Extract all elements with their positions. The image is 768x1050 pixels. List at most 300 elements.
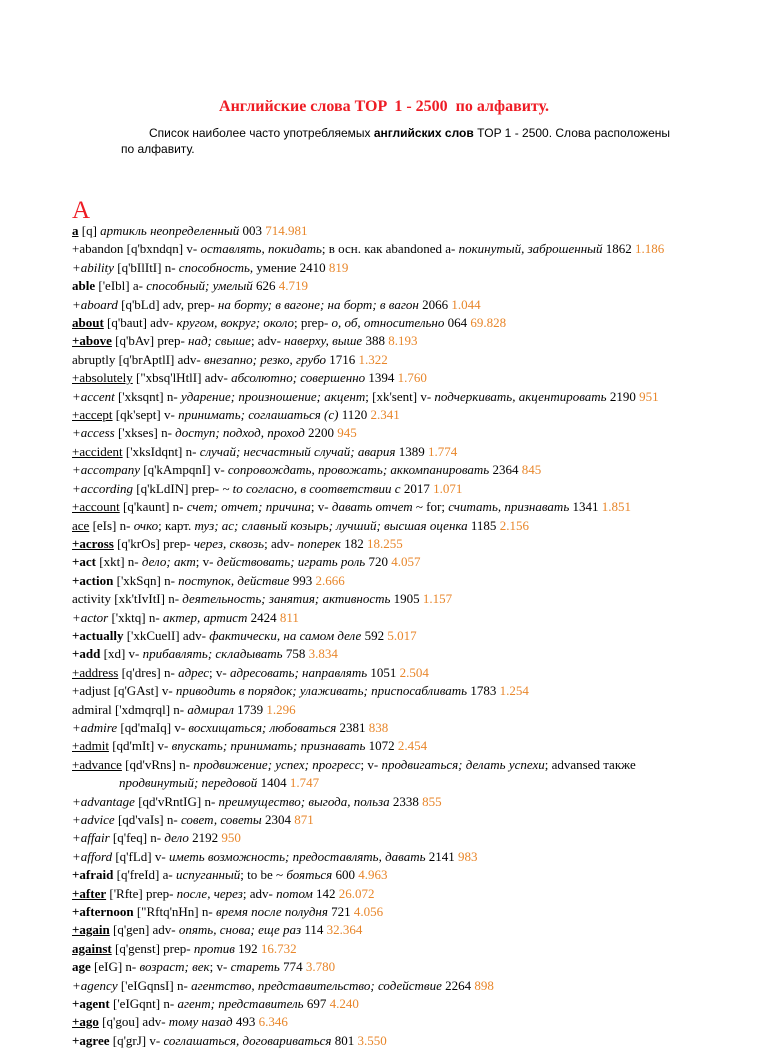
entry-translation: дело; акт (141, 554, 196, 570)
entry-word: +address (72, 664, 119, 680)
entry-frequency: 4.963 (358, 867, 388, 883)
entry-text: 142 (312, 885, 339, 901)
entry-frequency: 945 (337, 425, 357, 441)
entry-translation: совет, советы (180, 812, 262, 827)
entry-text: [q'bIlItI] n- (114, 259, 179, 275)
entry-text: ["xbsq'lHtlI] adv- (132, 370, 232, 386)
word-entry (72, 903, 696, 921)
word-entry (72, 627, 696, 645)
entry-text: 592 (361, 627, 388, 643)
word-entry (72, 590, 696, 608)
word-entry (72, 259, 696, 277)
entry-word: +afford (72, 848, 113, 864)
entry-translation: поступок, действие (178, 572, 290, 588)
entry-text: 2264 (441, 977, 475, 993)
entry-text: [qk'sept] v- (112, 407, 179, 423)
entry-translation: принимать; соглашаться (с) (178, 407, 339, 423)
entry-translation: против (193, 940, 235, 956)
entry-text: [qd'vRns] n- (121, 756, 194, 772)
entry-text: ; prep- (293, 315, 332, 331)
word-entry (72, 222, 696, 240)
entry-text: 064 (444, 315, 471, 331)
entry-text: 993 (289, 572, 316, 588)
word-entry (72, 866, 696, 884)
entry-text: 758 (282, 646, 309, 662)
entry-text: [q'fLd] v- (112, 848, 169, 864)
entry-text: 2200 (304, 425, 338, 441)
entry-translation: ударение; произношение; акцент (180, 388, 366, 404)
entry-text: [q'freId] a- (113, 867, 176, 883)
entry-translation: действовать; играть роль (216, 554, 366, 570)
entry-text: 2141 (425, 848, 459, 864)
entry-word: +advance (72, 756, 122, 772)
word-entry (72, 977, 696, 995)
entry-translation: кругом, вокруг; около (176, 315, 294, 331)
word-entry (72, 424, 696, 442)
entry-text: [xd] v- (100, 646, 143, 662)
word-entry (72, 793, 696, 811)
entry-text: [q'grJ] v- (109, 1032, 164, 1048)
entry-translation: актер, артист (162, 609, 248, 625)
entry-word: +advantage (72, 793, 135, 809)
entry-text: 1394 (365, 370, 398, 386)
entry-frequency: 1.044 (451, 296, 481, 312)
entry-translation: считать, признавать (448, 499, 570, 515)
entry-word: +agency (72, 977, 118, 993)
entry-frequency: 4.719 (278, 278, 309, 294)
entry-text: ['xkSqn] n- (113, 572, 179, 588)
entry-word: +action (72, 572, 114, 588)
entry-text: [q'brAptlI] adv- (115, 351, 204, 367)
entry-text: ['xksqnt] n- (114, 388, 181, 404)
entry-frequency: 1.071 (433, 480, 463, 496)
entry-text: 1120 (338, 407, 371, 423)
entry-translation: абсолютно; совершенно (231, 370, 366, 386)
entry-translation: восхищаться; любоваться (188, 719, 337, 735)
entry-translation: сопровождать, провожать; аккомпанировать (227, 462, 490, 478)
entry-word: a (72, 223, 79, 238)
word-entry (72, 737, 696, 755)
entry-word: +affair (72, 830, 110, 846)
entry-text: ['xkses] n- (114, 425, 176, 441)
entry-translation: дело (164, 830, 189, 846)
entry-text: 774 (279, 959, 306, 975)
entry-text: [qd'vaIs] n- (114, 812, 181, 827)
entry-translation: через, сквозь (193, 535, 265, 551)
entry-word: +ago (72, 1014, 99, 1030)
entry-translation: тому назад (168, 1014, 233, 1030)
entry-frequency: 871 (294, 812, 314, 827)
entry-text: ; advansed также (544, 756, 636, 772)
entry-text: 2304 (261, 812, 295, 827)
entry-text: [q'bxndqn] v- (123, 241, 201, 257)
intro-paragraph (121, 125, 681, 157)
entry-translation: после, через (176, 885, 243, 901)
word-entry (72, 517, 696, 535)
entry-frequency: 951 (639, 388, 659, 404)
entry-text: ; v- (360, 756, 382, 772)
entry-word: activity (72, 591, 111, 607)
word-entry (72, 461, 696, 479)
entry-text: ; adv- (264, 535, 298, 551)
entry-frequency: 1.157 (422, 591, 453, 607)
entry-translation: туз; ас; славный козырь; лучший; высшая оценка (194, 517, 468, 533)
word-entry (72, 296, 696, 314)
entry-frequency: 838 (368, 719, 389, 735)
entry-text: ; v- (310, 499, 332, 515)
entry-translation: покинутый, заброшенный (458, 241, 603, 257)
entry-word: +absolutely (72, 370, 133, 386)
entry-translation: способность, (178, 259, 254, 275)
entry-text: 2338 (389, 793, 423, 809)
intro-text: Список наиболее часто употребляемых (149, 126, 374, 140)
entry-text: ['Rfte] prep- (106, 885, 177, 901)
entry-text: 2066 (418, 296, 452, 312)
entry-text: 600 (332, 867, 359, 883)
entry-text: 1341 (569, 499, 602, 515)
entry-frequency: 2.666 (315, 572, 345, 588)
entry-word: +accept (72, 407, 113, 423)
entry-word: +admire (72, 719, 118, 735)
entry-text: [q'bLd] adv, prep- (117, 296, 218, 312)
word-entry (72, 369, 696, 387)
entry-text: [eIs] n- (89, 517, 134, 533)
entry-translation: преимущество; выгода, польза (218, 793, 390, 809)
entry-translation: агент; представитель (177, 996, 304, 1012)
entry-translation: на борту; в вагоне; на борт; в вагон (217, 296, 419, 312)
entry-text: 2190 (606, 388, 640, 404)
entry-translation: стареть (230, 959, 280, 975)
entry-frequency: 811 (279, 609, 299, 625)
entry-word: +afternoon (72, 904, 134, 920)
entry-text: 1783 (467, 683, 500, 699)
entry-word: +ability (72, 259, 114, 275)
entry-text: [eIG] n- (90, 959, 140, 975)
word-entry (72, 443, 696, 461)
entry-text: 1051 (367, 664, 400, 680)
entry-word: +adjust (72, 683, 111, 699)
entry-word: +access (72, 425, 115, 441)
entry-text: [xkt] n- (96, 554, 142, 570)
entry-translation: доступ; подход, проход (175, 425, 305, 441)
entry-text: 1862 (602, 241, 635, 257)
entry-translation: прибавлять; складывать (142, 646, 283, 662)
entry-word: +aboard (72, 296, 118, 312)
word-entry (72, 572, 696, 590)
entry-translation: продвижение; успех; прогресс (193, 756, 361, 772)
entry-frequency: 18.255 (366, 535, 403, 551)
entry-text: [q'kLdIN] prep- (133, 480, 223, 496)
entry-word: +act (72, 554, 97, 570)
entry-text: ~ for; (412, 499, 449, 515)
entry-frequency: 983 (458, 848, 478, 864)
entry-text: ['xktq] n- (108, 609, 163, 625)
entry-frequency: 8.193 (388, 333, 418, 349)
word-entry (72, 940, 696, 958)
word-entry (72, 240, 696, 258)
word-entry (72, 535, 696, 553)
entry-frequency: 5.017 (387, 627, 417, 643)
entry-text: 1404 (257, 775, 290, 791)
entry-frequency: 4.056 (353, 904, 384, 920)
entry-text: [q'bAv] prep- (111, 333, 189, 349)
entry-translation: время после полудня (215, 904, 328, 920)
entry-text: 2424 (247, 609, 280, 625)
word-entry (72, 553, 696, 571)
entry-text: ['xkCuelI] adv- (123, 627, 210, 643)
entry-text: 2017 (400, 480, 434, 496)
entry-frequency: 1.254 (499, 683, 529, 699)
entry-frequency: 2.341 (370, 407, 400, 423)
entry-frequency: 3.550 (357, 1032, 387, 1048)
entry-word: able (72, 278, 96, 294)
entry-frequency: 950 (221, 830, 241, 846)
entry-text: [qd'mIt] v- (108, 738, 172, 754)
entry-text: [q'krOs] prep- (113, 535, 194, 551)
entry-text: ; [xk'sent] v- (365, 388, 435, 404)
entry-translation: очко (133, 517, 159, 533)
entry-translation: фактически, на самом деле (209, 627, 362, 643)
entry-word: +accent (72, 388, 115, 404)
entry-translation: агентство, представительство; содействие (191, 977, 442, 993)
entry-frequency: 3.834 (308, 646, 338, 662)
entry-text: 003 (239, 223, 266, 238)
entry-text: 1716 (326, 351, 359, 367)
entry-text: ['eIGqnt] n- (109, 996, 178, 1012)
entry-text: ; v- (195, 554, 217, 570)
word-entry (72, 756, 696, 793)
entry-text: 1072 (365, 738, 398, 754)
entry-text: ; v- (209, 664, 230, 680)
word-entry (72, 480, 696, 498)
entry-translation: о, об, относительно (331, 315, 445, 331)
entry-word: +agree (72, 1032, 110, 1048)
entry-frequency: 69.828 (470, 315, 507, 331)
entry-text: 114 (301, 922, 327, 938)
entry-text: [qd'maIq] v- (117, 719, 189, 735)
entry-text: 182 (340, 535, 367, 551)
entry-word: +actor (72, 609, 109, 625)
entry-frequency: 1.760 (397, 370, 427, 386)
entry-translation: впускать; принимать; признавать (171, 738, 366, 754)
entry-text: ['eIGqnsI] n- (117, 977, 192, 993)
entry-translation: соглашаться, договариваться (163, 1032, 332, 1048)
word-entry (72, 314, 696, 332)
word-entry (72, 885, 696, 903)
word-entry (72, 958, 696, 976)
word-entry (72, 664, 696, 682)
entry-text: ; adv- (242, 885, 277, 901)
entry-translation: поперек (297, 535, 341, 551)
entry-word: +accident (72, 443, 123, 459)
entry-text: ; adv- (250, 333, 285, 349)
entry-translation: внезапно; резко, грубо (203, 351, 327, 367)
entry-translation: бояться (286, 867, 333, 883)
entry-text: 697 (303, 996, 330, 1012)
entry-frequency: 26.072 (338, 885, 375, 901)
word-entry (72, 921, 696, 939)
entry-text: 1739 (233, 701, 267, 717)
intro-bold-text: английских слов (373, 126, 474, 140)
entry-text: [q'GAst] v- (110, 683, 176, 699)
word-entry (72, 1032, 696, 1050)
entry-frequency: 1.851 (601, 499, 631, 515)
word-entry (72, 701, 696, 719)
entry-frequency: 898 (474, 977, 494, 993)
entry-word: +across (72, 535, 114, 551)
entry-translation: адмирал (187, 701, 234, 717)
word-entry (72, 332, 696, 350)
entry-text: [q'kAmpqnI] v- (139, 462, 228, 478)
entry-text: 192 (234, 940, 261, 956)
entry-word: +account (72, 499, 120, 515)
entry-translation: над; свыше (188, 333, 251, 349)
entry-translation: ~ to согласно, в соответствии с (222, 480, 401, 496)
entry-translation: артикль неопределенный (100, 223, 240, 238)
entry-frequency: 3.780 (305, 959, 336, 975)
entry-text: ; to be ~ (240, 867, 287, 883)
entry-text: [qd'vRntIG] n- (134, 793, 219, 809)
entry-text: [xk'tIvItI] n- (111, 591, 183, 607)
entry-frequency: 6.346 (258, 1014, 288, 1030)
entry-word: abruptly (72, 351, 116, 367)
entry-word: +after (72, 885, 107, 901)
entry-text: 388 (362, 333, 389, 349)
entry-text: 493 (232, 1014, 259, 1030)
entry-text: 801 (331, 1032, 358, 1048)
word-entry (72, 498, 696, 516)
entry-translation: приводить в порядок; улаживать; приспосабливать (175, 683, 468, 699)
entry-text: [q'gen] adv- (109, 922, 179, 938)
entry-text: умение 2410 (253, 259, 329, 275)
entry-frequency: 1.747 (289, 775, 320, 791)
entry-word: +again (72, 922, 110, 938)
entry-word: age (72, 959, 91, 975)
entry-text: [q'genst] prep- (111, 940, 194, 956)
entry-word: +afraid (72, 867, 114, 883)
entry-text: ; карт. (158, 517, 195, 533)
entry-translation: иметь возможность; предоставлять, давать (168, 848, 426, 864)
word-entry (72, 719, 696, 737)
entry-word: +above (72, 333, 112, 349)
entry-frequency: 1.186 (634, 241, 665, 257)
word-entry (72, 848, 696, 866)
entry-frequency: 32.364 (326, 922, 363, 938)
entry-translation: адресовать; направлять (229, 664, 368, 680)
entry-frequency: 4.057 (391, 554, 421, 570)
word-entry (72, 388, 696, 406)
entry-text: 626 (252, 278, 279, 294)
entry-translation: случай; несчастный случай; авария (199, 443, 396, 459)
entry-text: ; в осн. как abandoned a- (321, 241, 459, 257)
entry-translation: испуганный (175, 867, 241, 883)
entry-text: [q'gou] adv- (98, 1014, 169, 1030)
section-letter: A (72, 197, 91, 224)
word-entry (72, 811, 696, 829)
word-entry (72, 1013, 696, 1031)
entry-word: +admit (72, 738, 109, 754)
entry-text: 1185 (467, 517, 500, 533)
word-entry (72, 609, 696, 627)
entry-frequency: 1.774 (427, 443, 458, 459)
word-entry (72, 351, 696, 369)
entry-text: 721 (327, 904, 354, 920)
entry-word: about (72, 315, 104, 331)
entry-text: [q'feq] n- (109, 830, 165, 846)
entry-text: ['xksIdqnt] n- (122, 443, 200, 459)
entry-word: +according (72, 480, 134, 496)
entry-frequency: 819 (328, 259, 349, 275)
entry-word: +actually (72, 627, 124, 643)
entry-text: ['xdmqrql] n- (111, 701, 188, 717)
entry-translation: счет; отчет; причина (186, 499, 311, 515)
entry-word: +accompany (72, 462, 140, 478)
entry-word: +agent (72, 996, 110, 1012)
entry-word: +add (72, 646, 101, 662)
entry-translation: потом (276, 885, 313, 901)
entry-translation: опять, снова; еще раз (178, 922, 302, 938)
entry-text: [q'dres] n- (118, 664, 179, 680)
word-entry (72, 829, 696, 847)
page-title: Английские слова TOP 1 - 2500 по алфавиту. (219, 98, 549, 115)
entry-word: +abandon (72, 241, 124, 257)
entry-translation: продвигаться; делать успехи (381, 756, 545, 772)
entry-text: 2192 (188, 830, 222, 846)
entry-frequency: 2.504 (399, 664, 429, 680)
entry-translation: подчеркивать, акцентировать (434, 388, 607, 404)
intro-text-end: TOP 1 - 2500. Слова расположены по алфавиту. (121, 126, 670, 156)
entry-translation: способный; умелый (146, 278, 253, 294)
entry-word: against (72, 940, 112, 956)
entry-frequency: 845 (521, 462, 542, 478)
entry-text: ['eIbl] a- (95, 278, 147, 294)
entry-translation: продвинутый; передовой (119, 775, 258, 791)
word-entry (72, 406, 696, 424)
word-list (72, 222, 696, 1050)
entry-text: [q'kaunt] n- (119, 499, 187, 515)
entry-text: 2364 (489, 462, 522, 478)
entry-text: 1905 (390, 591, 423, 607)
word-entry (72, 682, 696, 700)
entry-word: ace (72, 517, 90, 533)
entry-translation: возраст; век (139, 959, 210, 975)
entry-text: ["Rftq'nHn] n- (133, 904, 216, 920)
entry-frequency: 4.240 (329, 996, 359, 1012)
entry-word: +advice (72, 812, 115, 827)
entry-translation: давать отчет (331, 499, 413, 515)
entry-word: admiral (72, 701, 112, 717)
entry-text: 720 (365, 554, 392, 570)
entry-text: 2381 (336, 719, 369, 735)
entry-frequency: 714.981 (265, 223, 308, 238)
entry-translation: наверху, выше (284, 333, 363, 349)
entry-frequency: 1.322 (358, 351, 388, 367)
entry-translation: деятельность; занятия; активность (182, 591, 391, 607)
entry-frequency: 1.296 (266, 701, 296, 717)
word-entry (72, 277, 696, 295)
entry-frequency: 2.454 (397, 738, 428, 754)
entry-frequency: 855 (422, 793, 442, 809)
word-entry (72, 995, 696, 1013)
entry-text: 1389 (395, 443, 428, 459)
entry-text: [q] (78, 223, 101, 238)
entry-frequency: 16.732 (260, 940, 297, 956)
entry-text: ; v- (209, 959, 231, 975)
entry-text: [q'baut] adv- (103, 315, 177, 331)
entry-translation: оставлять, покидать (200, 241, 322, 257)
word-entry (72, 645, 696, 663)
entry-frequency: 2.156 (499, 517, 529, 533)
